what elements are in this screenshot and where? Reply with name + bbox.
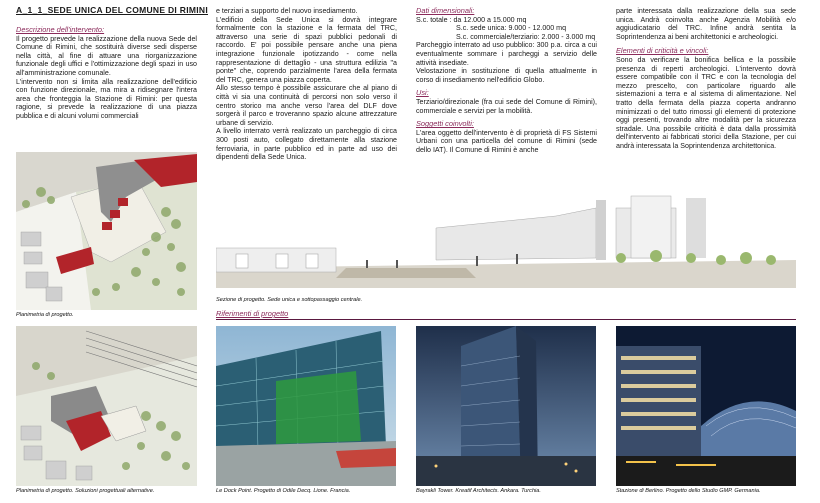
reference-photo-bayrakli-tower	[416, 326, 596, 486]
reference-caption-bayrakli-tower: Bayrakli Tower. Kreatif Architects. Ankara. Turchia.	[416, 488, 541, 494]
dimension-commerciale: S.c. commerciale/terziario: 2.000 - 3.000 mq	[456, 32, 596, 41]
site-plan-image	[16, 152, 197, 310]
dimension-sede-unica: S.c. sede unica: 9.000 - 12.000 mq	[456, 24, 567, 33]
dimension-total: S.c. totale : da 12.000 a 15.000 mq	[416, 15, 527, 24]
alternative-plan-image	[16, 326, 197, 486]
data-column	[416, 7, 597, 155]
description-paragraph-1: Il progetto prevede la realizzazione della nuova Sede del Comune di Rimini, che sostituirà diverse sedi disperse nella città, al fine di attuare una riorganizzazione funzionale degli uffici e l'ottimizzazione degli spazi in uso all'amministrazione comunale.	[16, 34, 197, 77]
continued-paragraph-3: Allo stesso tempo è possibile assicurare che al piano di città vi sia una continuità di percorsi non solo verso il centro storico ma anche verso l'area del DLF dove sorgerà il parco e troveranno spazio alcune attrezzature urbane di servizio.	[216, 84, 397, 127]
references-divider	[216, 319, 796, 320]
description-heading: Descrizione dell'intervento:	[16, 25, 105, 34]
page-title: A_1_1_SEDE UNICA DEL COMUNE DI RIMINI	[16, 5, 208, 15]
criticality-heading: Elementi di criticità e vincoli:	[616, 46, 709, 56]
alternative-plan-caption: Planimetria di progetto. Soluzioni progettuali alternative.	[16, 488, 155, 494]
criticality-text: Sono da verificare la bonifica bellica e la possibile presenza di reperti archeologici. L'intervento dovrà essere compatibile con il TRC e con la tecnologia del mezzo prescelto, con particolare riguardo alle sistemazioni a terra e al sistema di alimentazione. Nel tratto della fermata della piazza coperta andranno minimizzati o del tutto rimossi gli elementi di protezione oggi presenti, trovando altre modalità per la sicurezza stradale. Una possibile criticità è data dalla prossimità dell'intervento ai fabbricati storici della Stazione, per cui andrà interessata la Soprintendenza architettonica.	[616, 55, 796, 150]
uses-text: Terziario/direzionale (fra cui sede del Comune di Rimini), commerciale e servizi per la mobilità.	[416, 97, 597, 115]
continued-paragraph-4: A livello interrato verrà realizzato un parcheggio di circa 300 posti auto, collegato direttamente alla stazione ferroviaria, in parte pubblico ed in parte ad uso dei dipendenti della Sede Unica.	[216, 127, 397, 162]
continued-paragraph-2: L'edificio della Sede Unica si dovrà integrare formalmente con la stazione e la fermata del TRC, attraverso una serie di spazi pubblici pedonali di raccordo. E' poi possibile pensare anche una piena integrazione funzionale ipotizzando - come nella rappresentazione di dettaglio - una struttura edilizia "a ponte" che, coprendo parzialmente l'area della fermata del TRC, genera una piazza coperta.	[216, 15, 397, 84]
continued-paragraph-1: e terziari a supporto del nuovo insediamento.	[216, 7, 358, 15]
reference-caption-berlin-station: Stazione di Berlino. Progetto dello Studio GMP. Germania.	[616, 488, 761, 494]
dimensional-data-heading: Dati dimensionali:	[416, 6, 475, 15]
section-caption: Sezione di progetto. Sede unica e sottopassaggio centrale.	[216, 297, 363, 303]
reference-photo-dock-point	[216, 326, 396, 486]
reference-photo-berlin-station	[616, 326, 796, 486]
section-drawing	[216, 188, 796, 296]
description-column-continued	[216, 7, 397, 162]
uses-heading: Usi:	[416, 88, 429, 98]
dimension-parking: Parcheggio interrato ad uso pubblico: 300 p.a. circa a cui eventualmente sommare i parcheggi a servizio delle attività insediate.	[416, 41, 597, 67]
stakeholders-heading: Soggetti coinvolti:	[416, 119, 474, 129]
description-paragraph-2: L'intervento non si limita alla realizzazione dell'edificio con funzione direzionale, ma mira a ridisegnare l'intera area che fronteggia la Stazione di Rimini: per questa ragione, si prevede la realizzazione di una piazza pubblica e di alcuni volumi commerciali	[16, 77, 197, 120]
dimension-velostazione: Velostazione in sostituzione di quella attualmente in corso di insediamento nell'edificio Globo.	[416, 67, 597, 84]
site-plan-caption: Planimetria di progetto.	[16, 312, 74, 318]
references-heading: Riferimenti di progetto	[216, 309, 289, 318]
stakeholders-text: L'area oggetto dell'intervento è di proprietà di FS Sistemi Urbani con una particella del comune di Rimini (sede dello IAT). Il Comune di Rimini è anche	[416, 128, 597, 154]
criticality-column	[616, 7, 796, 151]
stakeholders-continued: parte interessata dalla realizzazione della sua sede unica. Andrà coinvolta anche Agenzia Mobilità e/o aggiudicatario del TRC. Infine andrà sentita la Soprintendenza ai beni architettonici e archeologici.	[616, 7, 796, 41]
description-column	[16, 24, 197, 121]
reference-caption-dock-point: Le Dock Point. Progetto di Odile Decq. Lione. Francia.	[216, 488, 351, 494]
